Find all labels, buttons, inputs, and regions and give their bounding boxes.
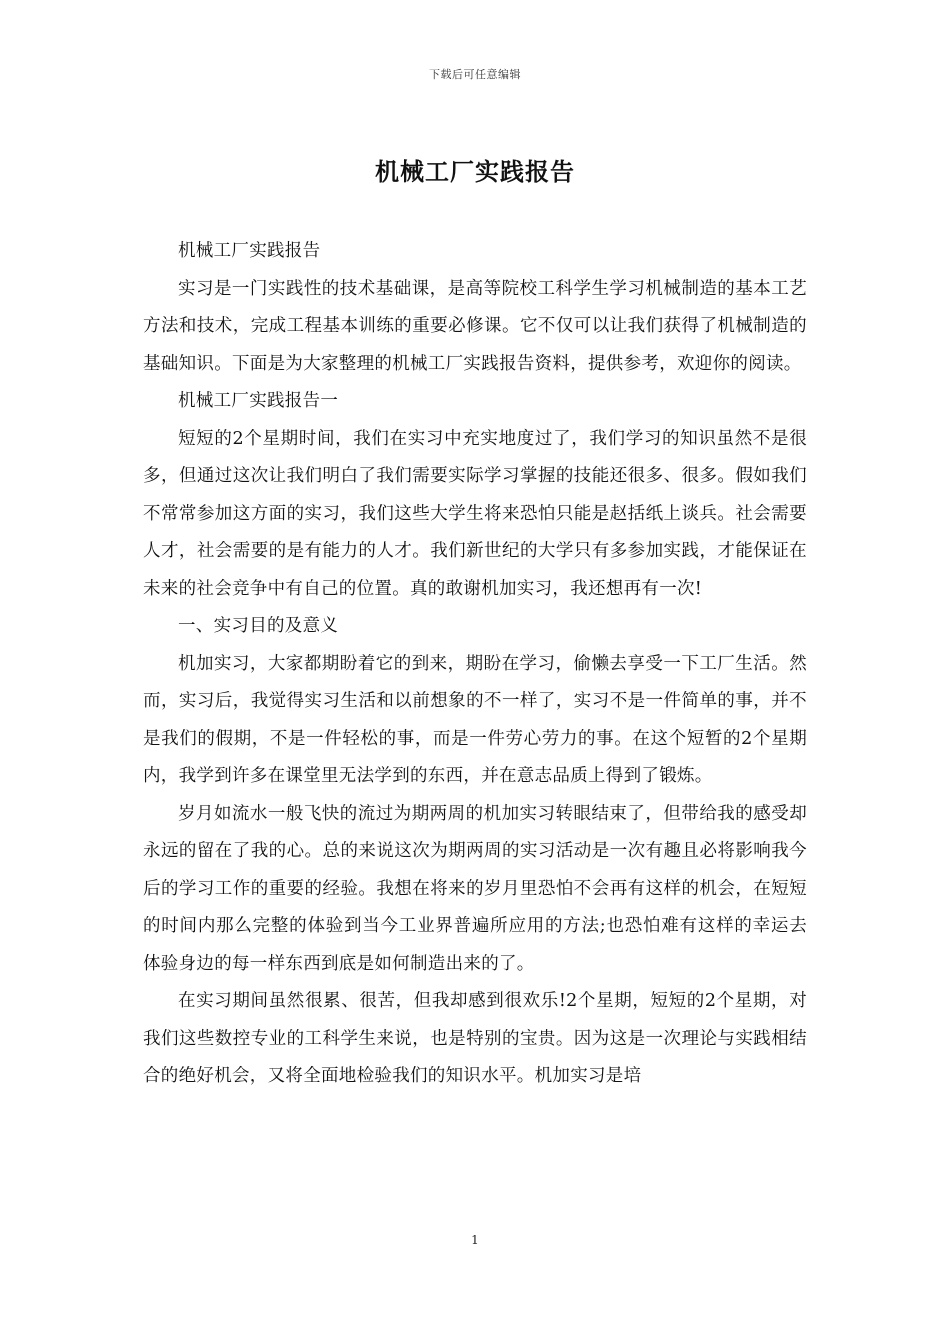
paragraph-tired-but-happy: 在实习期间虽然很累、很苦，但我却感到很欢乐!2个星期，短短的2个星期，对我们这些数控专业的工科学生来说，也是特别的宝贵。因为这是一次理论与实践相结合的绝好机会，又将全面地检验我们的知识水平。机加实习是培 bbox=[143, 991, 807, 1086]
document-title: 机械工厂实践报告 bbox=[375, 157, 575, 186]
paragraph-heading-report-one: 机械工厂实践报告一 bbox=[178, 391, 339, 411]
paragraph-heading-purpose: 一、实习目的及意义 bbox=[178, 616, 339, 636]
paragraph-two-weeks: 短短的2个星期时间，我们在实习中充实地度过了，我们学习的知识虽然不是很多，但通过这次让我们明白了我们需要实际学习掌握的技能还很多、很多。假如我们不常常参加这方面的实习，我们这些大学生将来恐怕只能是赵括纸上谈兵。社会需要人才，社会需要的是有能力的人才。我们新世纪的大学只有多参加实践，才能保证在未来的社会竞争中有自己的位置。真的敢谢机加实习，我还想再有一次! bbox=[143, 428, 807, 599]
paragraph-time-flows: 岁月如流水一般飞快的流过为期两周的机加实习转眼结束了，但带给我的感受却永远的留在了我的心。总的来说这次为期两周的实习活动是一次有趣且必将影响我今后的学习工作的重要的经验。我想在将来的岁月里恐怕不会再有这样的机会，在短短的时间内那么完整的体验到当今工业界普遍所应用的方法;也恐怕难有这样的幸运去体验身边的每一样东西到底是如何制造出来的了。 bbox=[143, 803, 807, 974]
page-number: 1 bbox=[471, 1233, 479, 1247]
header-note: 下载后可任意编辑 bbox=[429, 68, 521, 81]
paragraph-machining-internship: 机加实习，大家都期盼着它的到来，期盼在学习，偷懒去享受一下工厂生活。然而，实习后，我觉得实习生活和以前想象的不一样了，实习不是一件简单的事，并不是我们的假期，不是一件轻松的事，而是一件劳心劳力的事。在这个短暂的2个星期内，我学到许多在课堂里无法学到的东西，并在意志品质上得到了锻炼。 bbox=[143, 653, 807, 786]
paragraph-heading-report: 机械工厂实践报告 bbox=[178, 241, 321, 261]
document-body bbox=[143, 233, 807, 1096]
paragraph-intro: 实习是一门实践性的技术基础课，是高等院校工科学生学习机械制造的基本工艺方法和技术，完成工程基本训练的重要必修课。它不仅可以让我们获得了机械制造的基础知识。下面是为大家整理的机械工厂实践报告资料，提供参考，欢迎你的阅读。 bbox=[143, 278, 807, 374]
